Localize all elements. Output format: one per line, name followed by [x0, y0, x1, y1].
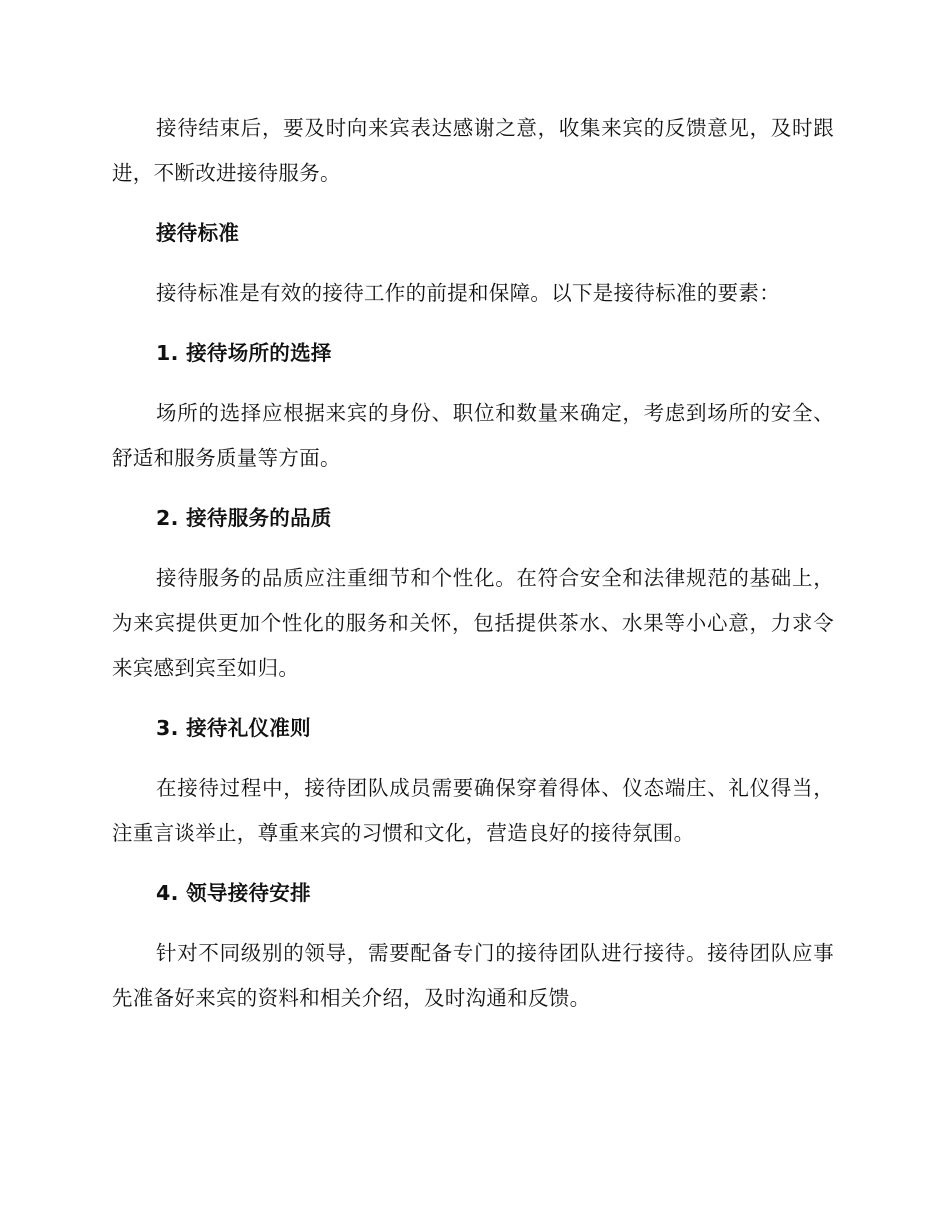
spacer [112, 316, 834, 331]
spacer [112, 376, 834, 391]
paragraph-leader-arrangement: 针对不同级别的领导，需要配备专门的接待团队进行接待。接待团队应事先准备好来宾的资料和相关介绍，及时沟通和反馈。 [112, 941, 834, 1010]
spacer [112, 541, 834, 556]
heading-reception-standards: 接待标准 [156, 221, 240, 245]
spacer [112, 691, 834, 706]
paragraph-venue-selection: 场所的选择应根据来宾的身份、职位和数量来确定，考虑到场所的安全、舒适和服务质量等方面。 [112, 401, 834, 470]
paragraph-service-quality: 接待服务的品质应注重细节和个性化。在符合安全和法律规范的基础上，为来宾提供更加个性化的服务和关怀，包括提供茶水、水果等小心意，力求令来宾感到宾至如归。 [112, 566, 834, 680]
heading-leader-arrangement: 4. 领导接待安排 [156, 881, 311, 905]
spacer [112, 856, 834, 871]
heading-service-quality: 2. 接待服务的品质 [156, 506, 332, 530]
spacer [112, 481, 834, 496]
document-body [112, 106, 834, 1021]
paragraph-etiquette: 在接待过程中，接待团队成员需要确保穿着得体、仪态端庄、礼仪得当，注重言谈举止，尊重来宾的习惯和文化，营造良好的接待氛围。 [112, 776, 834, 845]
spacer [112, 196, 834, 211]
paragraph-standards-intro: 接待标准是有效的接待工作的前提和保障。以下是接待标准的要素： [156, 281, 780, 305]
paragraph-followup: 接待结束后，要及时向来宾表达感谢之意，收集来宾的反馈意见，及时跟进，不断改进接待服务。 [112, 116, 834, 185]
spacer [112, 751, 834, 766]
spacer [112, 256, 834, 271]
spacer [112, 916, 834, 931]
heading-etiquette: 3. 接待礼仪准则 [156, 716, 311, 740]
heading-venue-selection: 1. 接待场所的选择 [156, 341, 332, 365]
